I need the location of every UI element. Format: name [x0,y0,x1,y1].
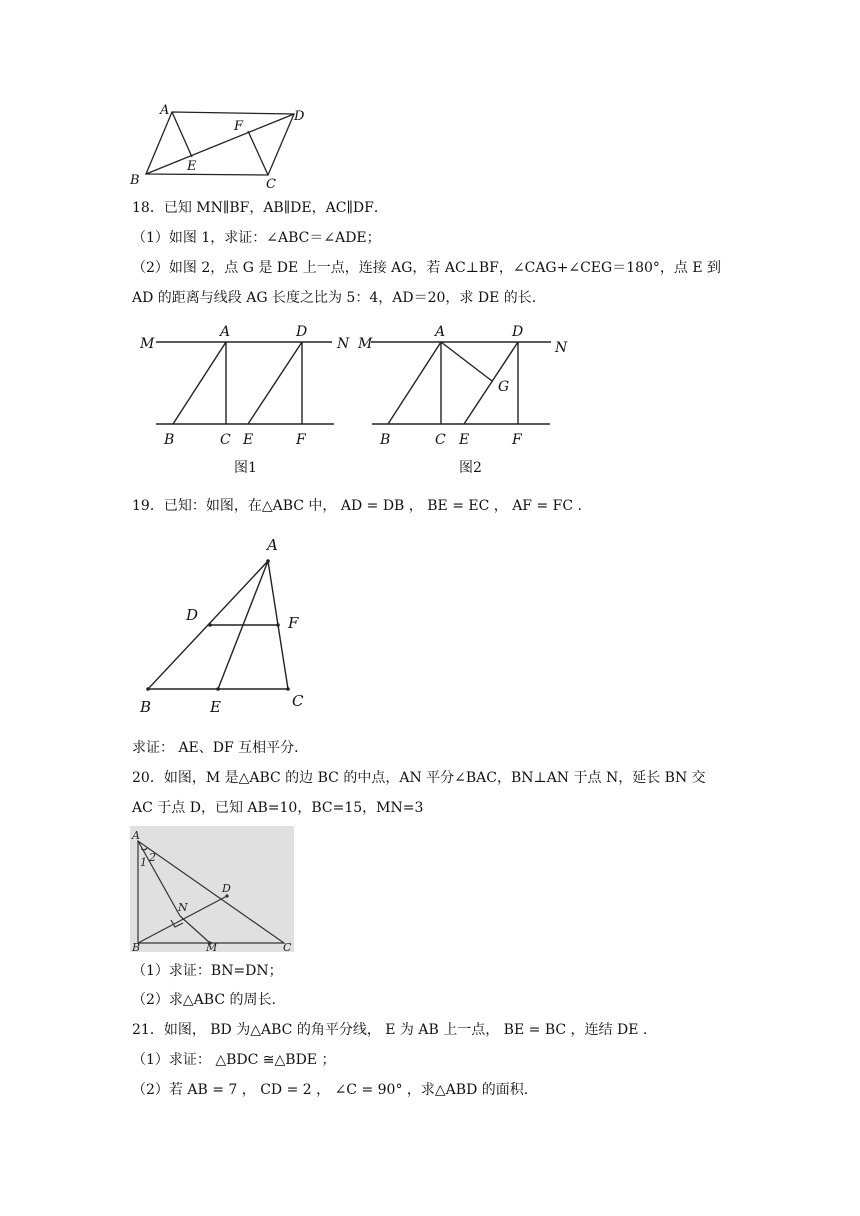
figure-18 [136,320,586,480]
fig2-label-F: F [512,432,522,448]
q19-label-B: B [140,698,152,716]
fig2-label-B: B [380,432,391,448]
fig1-label-N: N [337,336,350,352]
q21-part2: （2）若 AB = 7 ， CD = 2 ， ∠C = 90° ，求△ABD 的面积. [132,1082,529,1098]
q20-label-C: C [283,941,292,952]
figure-17-parallelogram [126,100,326,192]
q19-stem: 19．已知：如图，在△ABC 中， AD = DB ， BE = EC ， AF = FC . [132,498,582,514]
q18-stem: 18．已知 MN∥BF，AB∥DE，AC∥DF． [132,200,388,216]
q20-part2: （2）求△ABC 的周长. [132,992,276,1008]
q19-label-A: A [267,536,278,554]
label-D: D [294,109,305,124]
q20-angle-1: 1 [140,856,147,869]
q20-line2: AC 于点 D，已知 AB=10，BC=15，MN=3 [132,800,424,816]
q20-label-M: M [206,941,218,952]
fig2-label-N: N [555,340,568,356]
fig2-label-E: E [459,432,470,448]
q19-conclusion: 求证： AE、DF 互相平分． [132,740,309,756]
label-A: A [160,103,170,118]
q21-stem: 21．如图， BD 为△ABC 的角平分线， E 为 AB 上一点， BE = BC ，连结 DE . [132,1022,648,1038]
q20-label-B: B [132,941,141,952]
q20-label-N: N [178,901,188,914]
figure-20-photo [130,826,294,952]
fig2-label-M: M [358,336,373,352]
label-E: E [187,159,197,174]
q20-line1: 20．如图，M 是△ABC 的边 BC 的中点，AN 平分∠BAC，BN⊥AN 于点 N，延长 BN 交 [132,770,706,786]
q18-part2-line1: （2）如图 2，点 G 是 DE 上一点，连接 AG，若 AC⊥BF，∠CAG+∠CEG＝180°，点 E 到 [132,260,722,276]
fig2-label-A: A [435,324,446,340]
q20-part1: （1）求证：BN=DN； [132,963,283,979]
fig1-label-E: E [243,432,254,448]
fig1-label-F: F [296,432,306,448]
q19-label-E: E [210,698,221,716]
fig1-label-A: A [220,324,231,340]
fig1-caption: 图1 [234,460,257,476]
figure-19-triangle [134,534,324,720]
q19-label-F: F [288,614,299,632]
q18-part1: （1）如图 1，求证：∠ABC＝∠ADE； [132,230,381,246]
fig2-label-D: D [512,324,524,340]
label-F: F [234,119,244,134]
fig2-label-G: G [498,379,510,395]
q20-label-D: D [222,882,231,895]
fig1-label-B: B [164,432,175,448]
fig1-label-D: D [296,324,308,340]
fig1-label-M: M [140,336,155,352]
fig2-label-C: C [435,432,446,448]
q19-label-D: D [186,606,199,624]
q19-label-C: C [292,692,304,710]
label-B: B [130,173,140,188]
fig1-label-C: C [220,432,231,448]
q21-part1: （1）求证： △BDC ≅△BDE ； [132,1052,336,1068]
q18-part2-line2: AD 的距离与线段 AG 长度之比为 5：4，AD＝20，求 DE 的长． [132,290,546,306]
q20-angle-2: 2 [149,851,156,864]
q20-label-A: A [132,829,140,842]
label-C: C [266,177,276,192]
fig2-caption: 图2 [459,460,482,476]
